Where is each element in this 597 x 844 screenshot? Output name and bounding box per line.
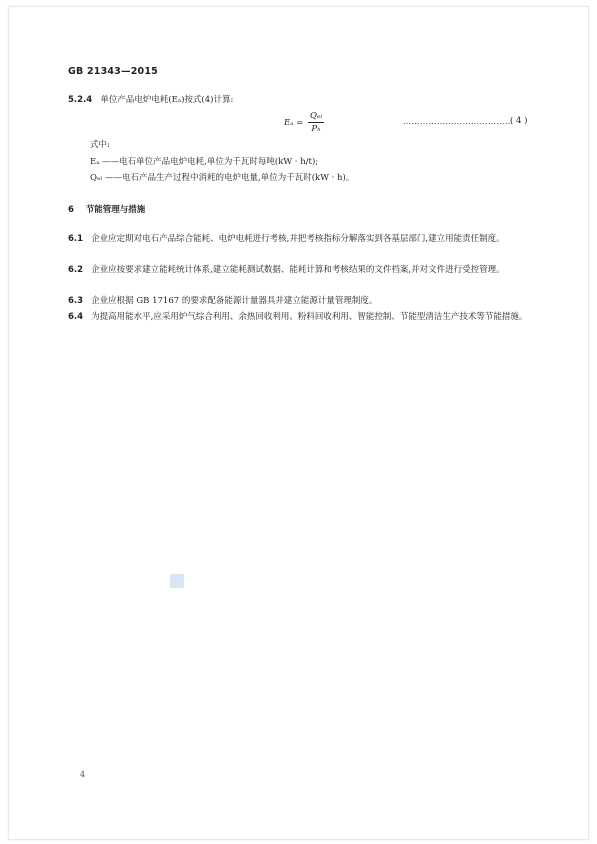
formula-numerator: Qₑₗ: [309, 111, 323, 121]
section-number: 6: [68, 205, 74, 215]
section-title: 节能管理与措施: [85, 205, 146, 215]
clause-6-3: [68, 294, 546, 309]
formula-leader-dots: …………………………………: [403, 117, 514, 126]
clause-6-1: [68, 232, 546, 247]
clause-text: 企业应定期对电石产品综合能耗、电炉电耗进行考核,并把考核指标分解落实到各基层部门,建立用能责任制度。: [91, 234, 505, 244]
formula-denominator: Pₕ: [311, 124, 321, 134]
formula-equals: =: [296, 118, 304, 128]
clause-number: 6.1: [68, 234, 84, 244]
definition-qel: Qₑₗ ——电石产品生产过程中消耗的电炉电量,单位为千瓦时(kW · h)。: [90, 173, 355, 183]
where-label: 式中:: [90, 140, 110, 150]
clause-number: 6.3: [68, 296, 84, 306]
formula-fraction: [308, 111, 324, 134]
formula-lhs: Eₐ: [284, 118, 294, 128]
formula-4: [284, 111, 324, 134]
clause-number: 5.2.4: [68, 95, 93, 105]
clause-text: 为提高用能水平,应采用炉气综合利用、余热回收利用、粉料回收利用、智能控制、节能型清洁生产技术等节能措施。: [91, 312, 528, 322]
clause-text: 企业应按要求建立能耗统计体系,建立能耗测试数据、能耗计算和考核结果的文件档案,并对文件进行受控管理。: [91, 265, 505, 275]
clause-text: 企业应根据 GB 17167 的要求配备能源计量器具并建立能源计量管理制度。: [91, 296, 378, 306]
clause-6-4: [68, 310, 546, 325]
clause-number: 6.2: [68, 265, 84, 275]
watermark-icon: [170, 574, 184, 588]
clause-6-2: [68, 263, 546, 278]
definition-ed: Eₐ ——电石单位产品电炉电耗,单位为千瓦时每吨(kW · h/t);: [90, 157, 319, 167]
standard-code-header: GB 21343—2015: [68, 66, 158, 77]
equation-number: ( 4 ): [510, 116, 528, 126]
page-number: 4: [80, 770, 86, 779]
clause-text: 单位产品电炉电耗(Eₐ)按式(4)计算:: [100, 95, 234, 105]
clause-5-2-4: [68, 93, 233, 105]
section-6-heading: [68, 203, 145, 215]
clause-number: 6.4: [68, 312, 84, 322]
